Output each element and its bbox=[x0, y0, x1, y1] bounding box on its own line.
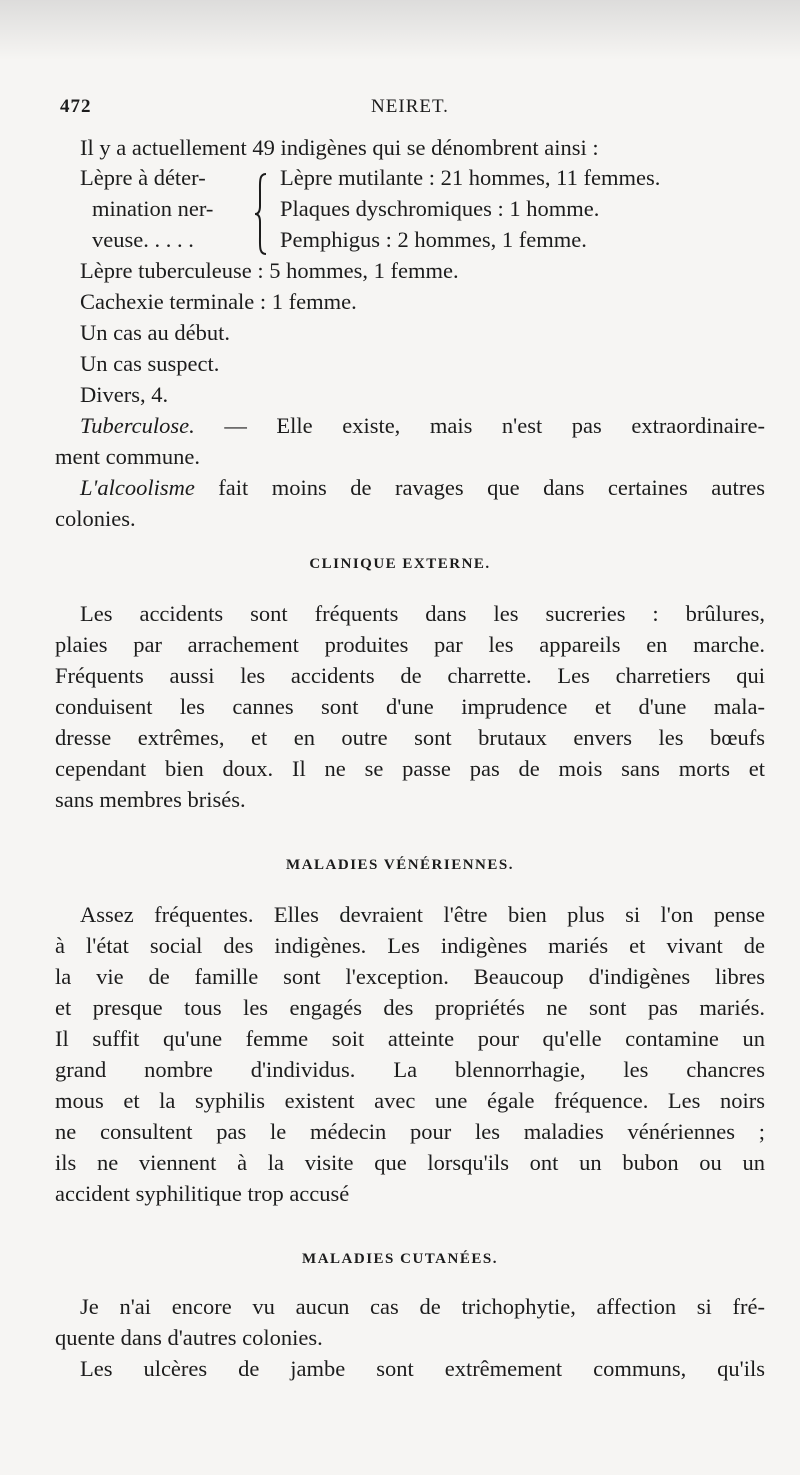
list-item: Divers, 4. bbox=[80, 382, 169, 407]
lepre-label-line-2: mination ner- bbox=[92, 196, 214, 221]
tuberculose-term: Tuberculose. bbox=[80, 413, 195, 438]
list-item: Lèpre tuberculeuse : 5 hommes, 1 femme. bbox=[80, 258, 459, 283]
intro-line: Il y a actuellement 49 indigènes qui se dénombrent ainsi : bbox=[80, 135, 599, 160]
text-line: plaies par arrachement produites par les appareils en marche. bbox=[55, 632, 765, 657]
section-title-clinique-externe: CLINIQUE EXTERNE. bbox=[309, 556, 491, 572]
tuberculose-paragraph bbox=[55, 410, 765, 472]
lepre-item-mutilante: Lèpre mutilante : 21 hommes, 11 femmes. bbox=[280, 165, 661, 190]
running-head: NEIRET. bbox=[371, 96, 449, 117]
text-line: mous et la syphilis existent avec une égale fréquence. Les noirs bbox=[55, 1088, 765, 1113]
alcoolisme-term: L'alcoolisme bbox=[80, 475, 195, 500]
list-item: Un cas au début. bbox=[80, 320, 230, 345]
lepre-label-line-1: Lèpre à déter- bbox=[80, 165, 206, 190]
text-line: Je n'ai encore vu aucun cas de trichophytie, affection si fré- bbox=[80, 1294, 765, 1319]
tuberculose-text: — Elle existe, mais n'est pas extraordinaire- bbox=[194, 413, 765, 438]
text-line: Les ulcères de jambe sont extrêmement communs, qu'ils bbox=[80, 1356, 765, 1381]
curly-brace-icon bbox=[254, 172, 268, 256]
text-line: ne consultent pas le médecin pour les maladies vénériennes ; bbox=[55, 1119, 765, 1144]
page-header bbox=[60, 96, 760, 126]
text-line: la vie de famille sont l'exception. Beaucoup d'indigènes libres bbox=[55, 964, 765, 989]
text-line: Les accidents sont fréquents dans les sucreries : brûlures, bbox=[80, 601, 765, 626]
text-line: grand nombre d'individus. La blennorrhagie, les chancres bbox=[55, 1057, 765, 1082]
text-line: ils ne viennent à la visite que lorsqu'ils ont un bubon ou un bbox=[55, 1150, 765, 1175]
maladies-veneriennes-paragraph bbox=[55, 899, 765, 1209]
section-title-maladies-cutanees: MALADIES CUTANÉES. bbox=[302, 1251, 498, 1267]
maladies-cutanees-paragraph bbox=[55, 1291, 765, 1384]
text-line: sans membres brisés. bbox=[55, 787, 246, 812]
text-line: accident syphilitique trop accusé bbox=[55, 1181, 350, 1206]
clinique-externe-paragraph bbox=[55, 598, 765, 815]
list-item: Un cas suspect. bbox=[80, 351, 220, 376]
lepre-label-line-3: veuse. . . . . bbox=[92, 227, 194, 252]
intro-paragraph bbox=[55, 132, 765, 163]
text-line: et presque tous les engagés des propriétés ne sont pas mariés. bbox=[55, 995, 765, 1020]
alcoolisme-text: fait moins de ravages que dans certaines autres bbox=[194, 475, 765, 500]
text-line: conduisent les cannes sont d'une imprudence et d'une mala- bbox=[55, 694, 765, 719]
lepre-item-plaques: Plaques dyschromiques : 1 homme. bbox=[280, 196, 600, 221]
text-line: quente dans d'autres colonies. bbox=[55, 1325, 323, 1350]
tuberculose-line-2: ment commune. bbox=[55, 444, 200, 469]
text-line: à l'état social des indigènes. Les indigènes mariés et vivant de bbox=[55, 933, 765, 958]
lepre-item-pemphigus: Pemphigus : 2 hommes, 1 femme. bbox=[280, 227, 587, 252]
section-title-maladies-veneriennes: MALADIES VÉNÉRIENNES. bbox=[286, 857, 514, 873]
text-line: dresse extrêmes, et en outre sont brutaux envers les bœufs bbox=[55, 725, 765, 750]
page-number: 472 bbox=[60, 96, 92, 117]
alcoolisme-line-2: colonies. bbox=[55, 506, 136, 531]
tuberculose-line-1 bbox=[55, 410, 765, 441]
alcoolisme-paragraph bbox=[55, 472, 765, 534]
list-item: Cachexie terminale : 1 femme. bbox=[80, 289, 357, 314]
text-line: Il suffit qu'une femme soit atteinte pour qu'elle contamine un bbox=[55, 1026, 765, 1051]
text-line: Fréquents aussi les accidents de charrette. Les charretiers qui bbox=[55, 663, 765, 688]
scan-shadow bbox=[0, 0, 800, 60]
text-line: Assez fréquentes. Elles devraient l'être bien plus si l'on pense bbox=[80, 902, 765, 927]
alcoolisme-line-1 bbox=[55, 472, 765, 503]
text-line: cependant bien doux. Il ne se passe pas de mois sans morts et bbox=[55, 756, 765, 781]
